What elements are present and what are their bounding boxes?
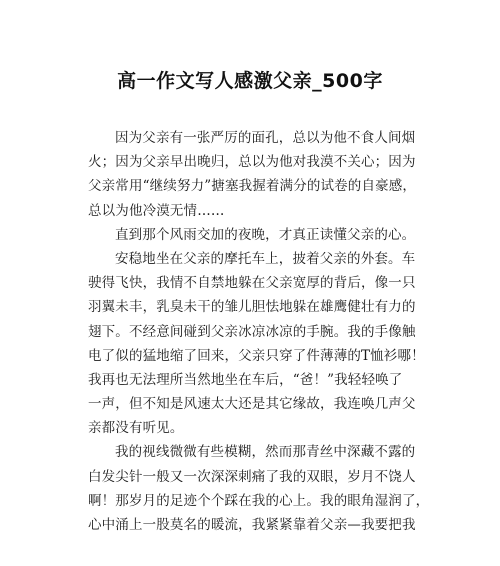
paragraph-line: 一声，但不知是风速太大还是其它缘故，我连唤几声父 — [88, 396, 416, 413]
paragraph-line: 白发尖针一般又一次深深刺痛了我的双眼，岁月不饶人 — [88, 468, 416, 485]
paragraph-line: 父亲常用“继续努力”搪塞我握着满分的试卷的自豪感， — [88, 178, 417, 195]
paragraph-line: 电了似的猛地缩了回来，父亲只穿了件薄薄的T恤衫哪！ — [88, 347, 425, 364]
paragraph-line: 驶得飞快，我情不自禁地躲在父亲宽厚的背后，像一只 — [88, 275, 416, 292]
paragraph-line: 总以为他冷漠无情…… — [88, 202, 225, 219]
paragraph-line: 啊！那岁月的足迹个个踩在我的心上。我的眼角湿润了， — [88, 492, 430, 509]
paragraph-line: 我再也无法理所当然地坐在车后，“爸！”我轻轻唤了 — [88, 371, 403, 388]
document-body — [88, 126, 428, 537]
paragraph-line: 羽翼未丰，乳臭未干的雏儿胆怯地躲在雄鹰健壮有力的 — [88, 299, 416, 316]
paragraph-line: 因为父亲有一张严厉的面孔，总以为他不食人间烟 — [115, 130, 416, 146]
paragraph-line: 亲都没有听见。 — [88, 420, 184, 437]
paragraph-line: 我的视线微微有些模糊，然而那青丝中深藏不露的 — [115, 444, 416, 461]
paragraph-line: 直到那个风雨交加的夜晚，才真正读懂父亲的心。 — [115, 226, 416, 243]
paragraph-line: 心中涌上一股莫名的暖流，我紧紧靠着父亲—我要把我 — [88, 517, 416, 533]
paragraph-line: 火；因为父亲早出晚归，总以为他对我漠不关心；因为 — [88, 154, 416, 171]
document-title: 高一作文写人感激父亲_500字 — [117, 70, 383, 92]
paragraph-line: 翅下。不经意间碰到父亲冰凉冰凉的手腕。我的手像触 — [88, 323, 416, 340]
paragraph-line: 安稳地坐在父亲的摩托车上，披着父亲的外套。车 — [115, 250, 416, 267]
